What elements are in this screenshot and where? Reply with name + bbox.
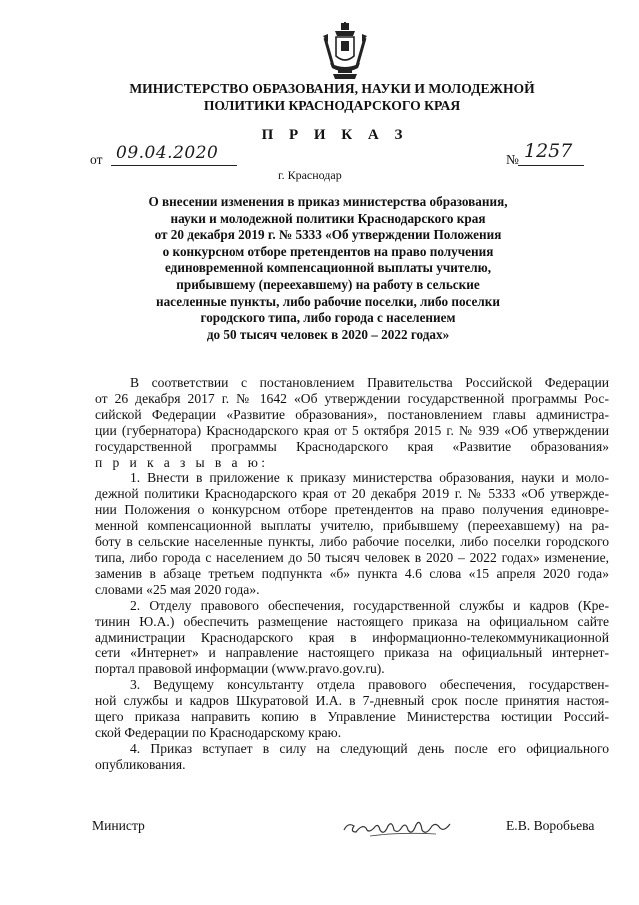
heading-line: от 20 декабря 2019 г. № 5333 «Об утверждении Положения (154, 227, 502, 243)
text-line: боту в сельские населенные пункты, либо рабочие поселки, либо поселки городского (95, 534, 609, 550)
number-value: 1257 (524, 140, 573, 162)
text-line: сети «Интернет» и направление настоящего приказа на официальный интернет- (95, 645, 609, 661)
text-line: нии Положения о конкурсном отборе претендентов на право получения единовре- (95, 502, 609, 518)
text-line: 3. Ведущему консультанту отдела правового обеспечения, государствен- (130, 677, 609, 693)
position-label: Министр (92, 818, 145, 833)
document-heading (118, 194, 538, 343)
text-line: государственной программы Краснодарского края «Развитие образования» (95, 438, 609, 454)
document-type-title: П Р И К А З (261, 127, 409, 143)
text-line: дежной политики Краснодарского края от 20 декабря 2019 г. № 5333 «Об утвержде- (95, 486, 609, 502)
text-line: 4. Приказ вступает в силу на следующий день после его официального (130, 740, 609, 756)
text-line: администрации Краснодарского края в информационно-телекоммуникационной (95, 629, 609, 645)
text-line: от 26 декабря 2017 г. № 1642 «Об утверждении государственной программы Рос- (95, 390, 609, 406)
order-word: п р и к а з ы в а ю: (95, 454, 269, 470)
heading-line: о конкурсном отборе претендентов на право получения (162, 243, 494, 259)
heading-line: городского типа, либо города с населением (200, 310, 456, 326)
heading-line: прибывшему (переехавшему) на работу в сельские (176, 276, 480, 292)
item-1-paragraph (95, 470, 609, 597)
heading-line: до 50 тысяч человек в 2020 – 2022 годах» (206, 326, 450, 342)
text-line: менной компенсационной выплаты учителю, прибывшему (переехавшему) на ра- (95, 518, 609, 534)
item-4-paragraph (95, 741, 609, 773)
number-underline (518, 165, 584, 166)
text-line: ции (губернатора) Краснодарского края от 5 октября 2015 г. № 939 «Об утверждении (95, 422, 609, 438)
heading-line: единовременной компенсационной выплаты учителю, (165, 260, 491, 276)
text-line: 1. Внести в приложение к приказу министерства образования, науки и моло- (130, 470, 609, 486)
text-line: В соответствии с постановлением Правительства Российской Федерации (130, 375, 609, 390)
text-line: заменив в абзаце третьем подпункта «б» пункта 4.6 слова «15 апреля 2020 года» (95, 565, 609, 581)
document-body (95, 375, 609, 773)
krasnodar-coat-of-arms-icon (322, 22, 368, 80)
text-line: щего приказа направить копию в Управление Министерства юстиции Россий- (95, 709, 609, 725)
text-line: сийской Федерации «Развитие образования», постановлением главы администра- (95, 406, 609, 422)
text-line: словами «25 мая 2020 года». (95, 581, 260, 597)
date-label: от (90, 152, 103, 167)
text-line: ской Федерации по Краснодарскому краю. (95, 724, 342, 740)
ministry-name (92, 80, 572, 114)
text-line: 2. Отделу правового обеспечения, государственной службы и кадров (Кре- (130, 597, 609, 613)
text-line: ной службы и кадров Шкуратовой И.А. в 7-дневный срок после принятия настоя- (95, 693, 609, 709)
text-line: типа, либо города с населением до 50 тысяч человек в 2020 – 2022 годах» изменение, (95, 549, 609, 565)
text-line: тинин Ю.А.) обеспечить размещение настоящего приказа на официальном сайте (95, 613, 609, 629)
text-line: опубликования. (95, 756, 186, 772)
date-underline (111, 165, 237, 166)
item-2-paragraph (95, 598, 609, 678)
handwritten-signature (340, 810, 452, 840)
number-label: № (506, 152, 519, 167)
heading-line: науки и молодежной политики Краснодарского края (170, 210, 486, 226)
ministry-name-line: ПОЛИТИКИ КРАСНОДАРСКОГО КРАЯ (203, 98, 461, 113)
heading-line: О внесении изменения в приказ министерства образования, (148, 194, 508, 209)
signer-name: Е.В. Воробьева (506, 818, 595, 833)
ministry-name-line: МИНИСТЕРСТВО ОБРАЗОВАНИЯ, НАУКИ И МОЛОДЕЖНОЙ (129, 81, 535, 96)
preamble-paragraph (95, 375, 609, 470)
date-value: 09.04.2020 (116, 143, 219, 163)
item-3-paragraph (95, 677, 609, 741)
city-name: г. Краснодар (278, 168, 342, 182)
text-line: портал правовой информации (www.pravo.gov.ru). (95, 661, 385, 677)
heading-line: населенные пункты, либо рабочие поселки, либо поселки (155, 293, 500, 309)
